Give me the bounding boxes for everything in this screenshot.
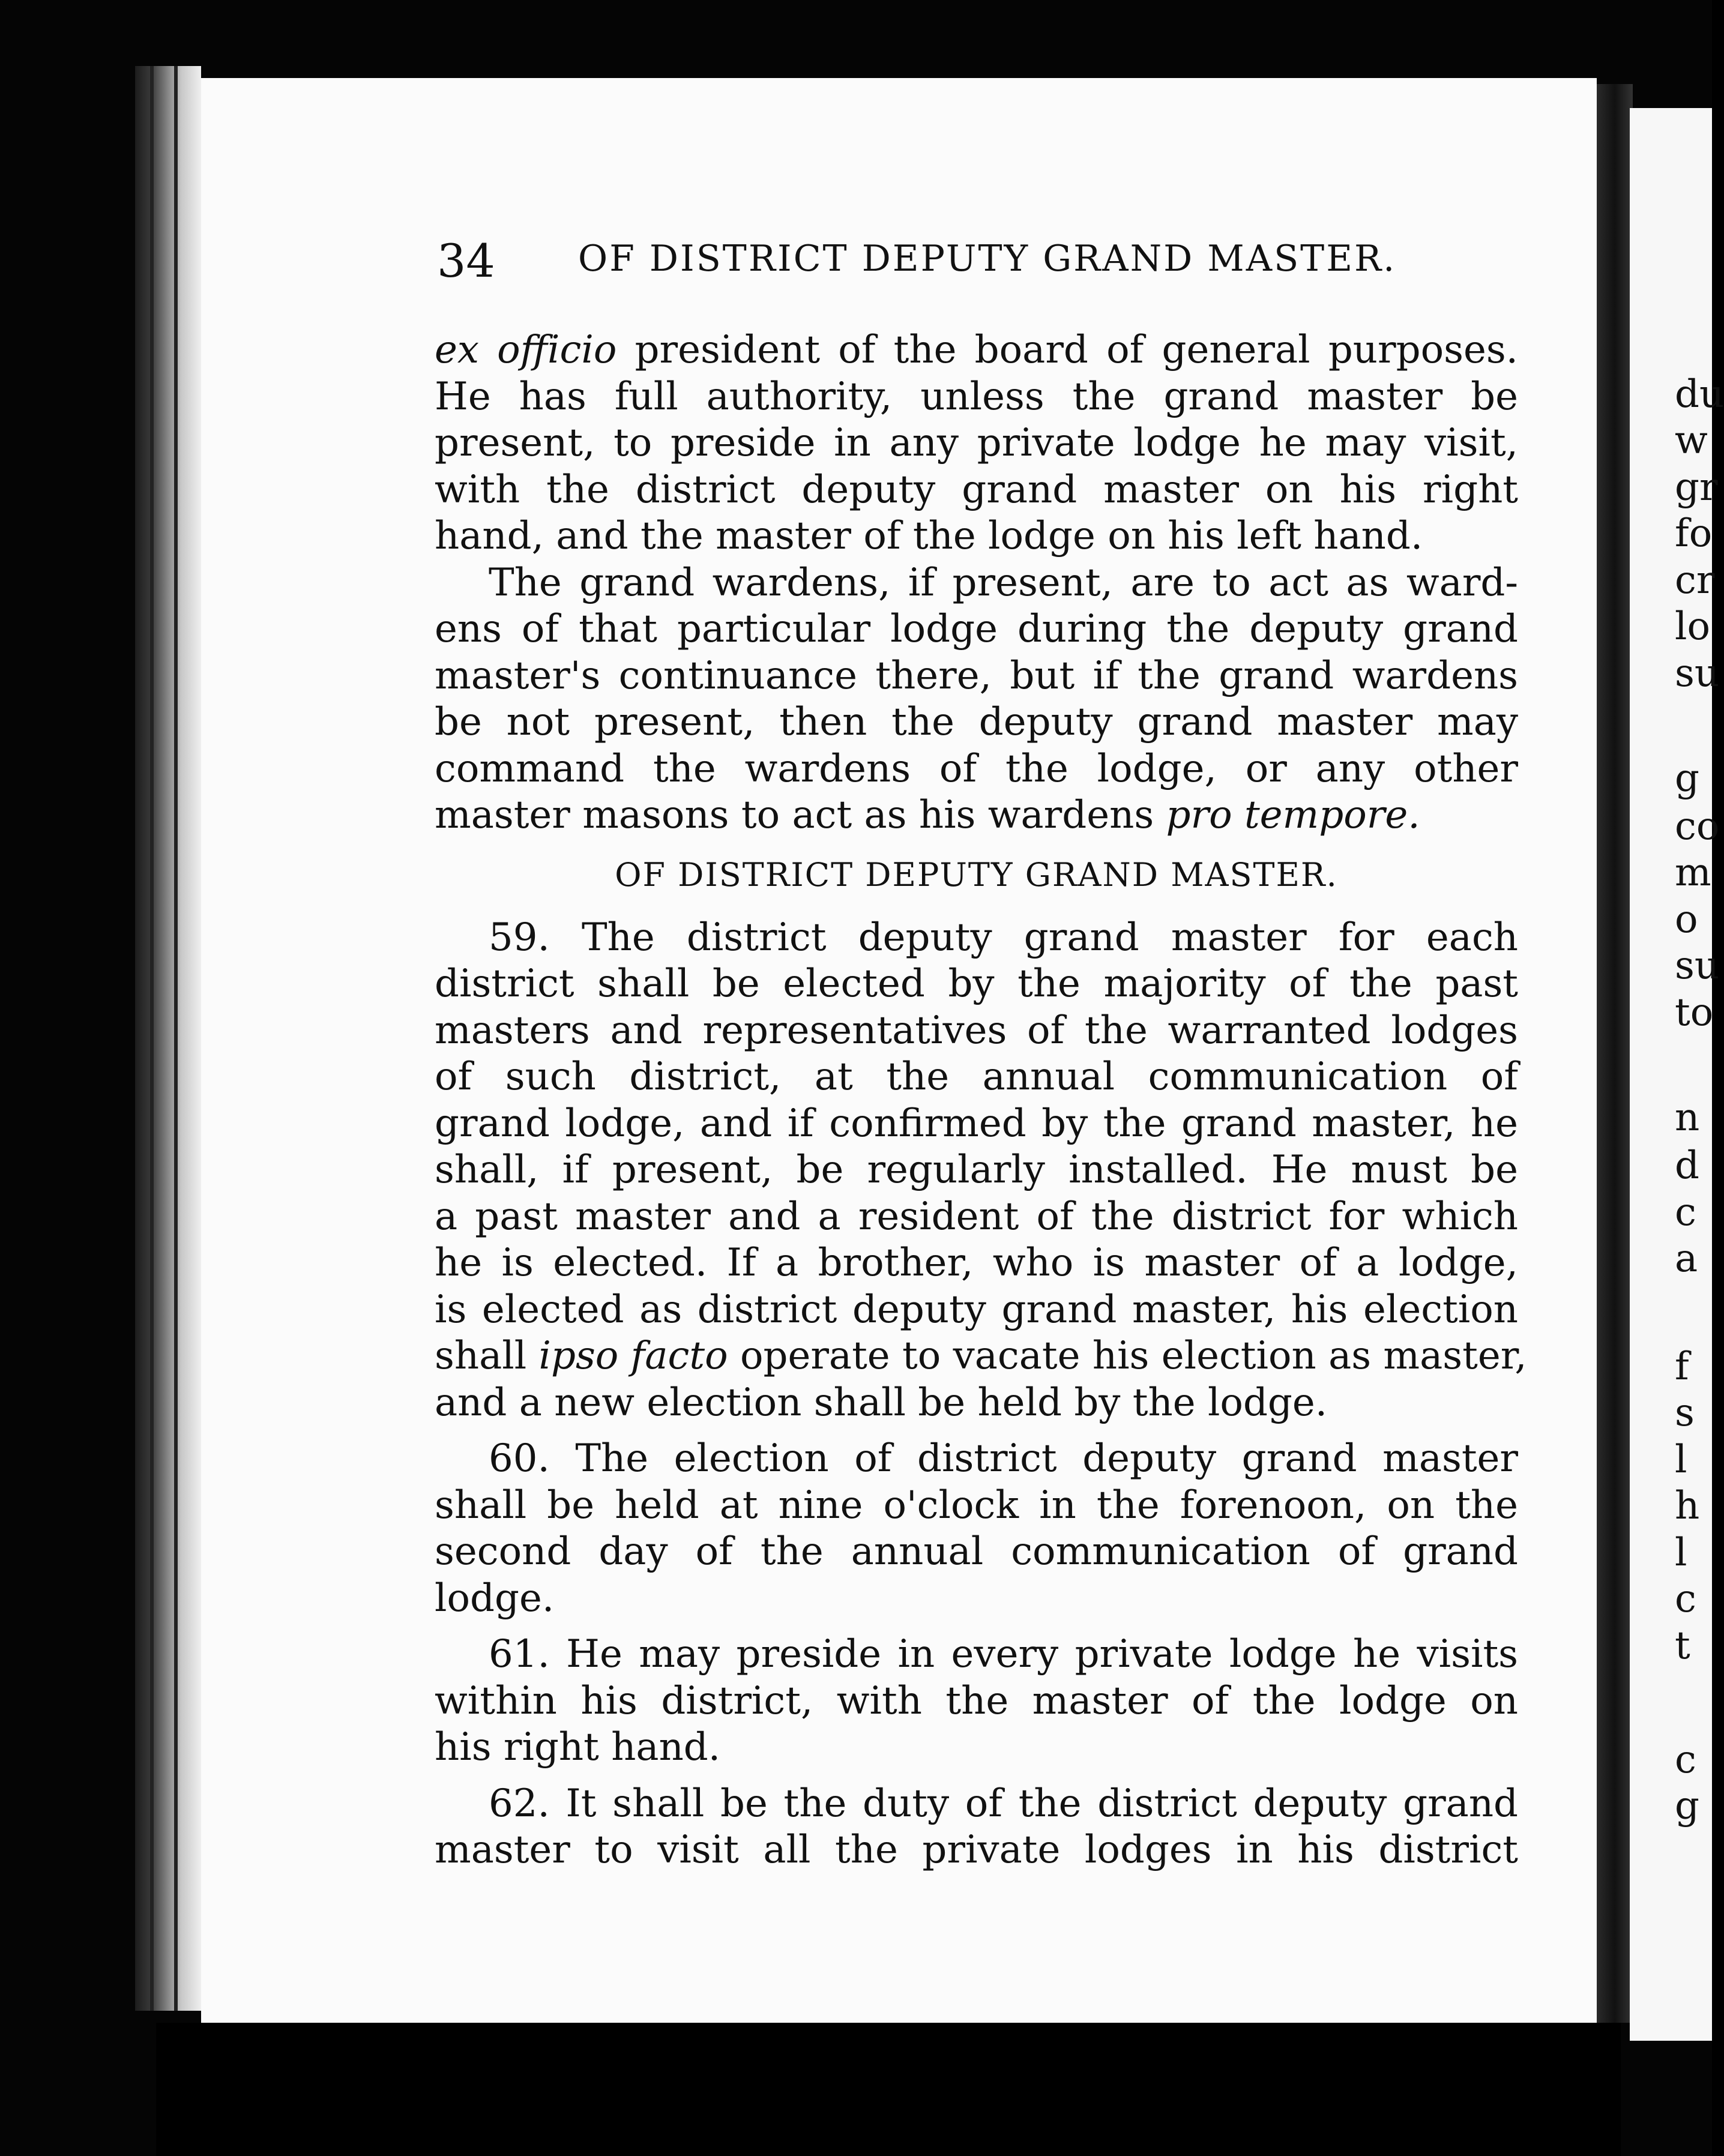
- text-line: a past master and a resident of the district for which: [435, 1194, 1518, 1239]
- binding-edge-line: [150, 66, 154, 2011]
- italic-phrase: pro tempore.: [1166, 793, 1420, 837]
- binding-edge-line: [174, 66, 178, 2011]
- text-line: be not present, then the deputy grand master may: [435, 700, 1518, 744]
- facing-page-fragment: gr: [1675, 465, 1718, 510]
- facing-page-fragment: to: [1675, 990, 1714, 1035]
- text-line: lodge.: [435, 1576, 555, 1621]
- text-line: The grand wardens, if present, are to act as ward-: [489, 560, 1518, 605]
- facing-page-fragment: c: [1675, 1577, 1696, 1621]
- text-line: 59. The district deputy grand master for each: [489, 915, 1518, 960]
- text-line: masters and representatives of the warranted lodges: [435, 1008, 1518, 1053]
- facing-page-fragment: lo: [1675, 604, 1710, 649]
- text-line: master to visit all the private lodges in his district: [435, 1828, 1518, 1872]
- text-line: grand lodge, and if confirmed by the grand master, he: [435, 1101, 1518, 1146]
- facing-page-fragment: co: [1675, 804, 1720, 849]
- text-line: shall, if present, be regularly installed. He must be: [435, 1148, 1518, 1192]
- facing-page-fragment: su: [1675, 651, 1720, 696]
- page-number: 34: [437, 234, 495, 288]
- text-line: command the wardens of the lodge, or any other: [435, 746, 1518, 791]
- text-line: he is elected. If a brother, who is master of a lodge,: [435, 1241, 1518, 1285]
- facing-page-fragment: c: [1675, 1738, 1696, 1782]
- section-heading: OF DISTRICT DEPUTY GRAND MASTER.: [615, 855, 1338, 894]
- facing-page-fragment: cr: [1675, 558, 1715, 603]
- facing-page-fragment: o: [1675, 897, 1698, 942]
- facing-page-fragment: g: [1675, 756, 1699, 801]
- italic-phrase: ipso facto: [538, 1334, 728, 1378]
- facing-page-fragment: m: [1675, 851, 1711, 895]
- text-line: shall ipso facto operate to vacate his election as master,: [435, 1334, 1527, 1378]
- facing-page-fragment: f: [1675, 1344, 1689, 1389]
- text-line: 61. He may preside in every private lodge he visits: [489, 1632, 1518, 1676]
- italic-phrase: ex officio: [435, 328, 617, 372]
- facing-page-fragment: su: [1675, 944, 1720, 988]
- text-line: present, to preside in any private lodge he may visit,: [435, 421, 1518, 465]
- page-gutter: [1597, 84, 1633, 2023]
- facing-page-fragment: l: [1675, 1531, 1687, 1575]
- facing-page-fragment: g: [1675, 1784, 1699, 1828]
- text-line: his right hand.: [435, 1725, 721, 1769]
- running-header: [437, 234, 1521, 294]
- text-line: ens of that particular lodge during the deputy grand: [435, 607, 1518, 651]
- text-line: shall be held at nine o'clock in the forenoon, on the: [435, 1483, 1518, 1528]
- text-line: and a new election shall be held by the lodge.: [435, 1380, 1328, 1425]
- facing-page-fragment: du: [1675, 372, 1724, 417]
- facing-page-fragment: l: [1675, 1438, 1687, 1482]
- text-line: hand, and the master of the lodge on his left hand.: [435, 514, 1423, 558]
- text-line: master masons to act as his wardens pro tempore.: [435, 793, 1420, 837]
- facing-page-fragment: s: [1675, 1391, 1695, 1435]
- text-line: within his district, with the master of the lodge on: [435, 1678, 1518, 1723]
- book-binding: [135, 66, 201, 2011]
- scan-bottom-border: [156, 2023, 1621, 2156]
- facing-page-fragment: w: [1675, 418, 1708, 463]
- facing-page-fragment: n: [1675, 1095, 1700, 1140]
- facing-page-fragment: fo: [1675, 511, 1713, 556]
- text-line: with the district deputy grand master on his right: [435, 467, 1518, 512]
- facing-page-fragment: h: [1675, 1484, 1700, 1528]
- facing-page-fragment: d: [1675, 1143, 1699, 1188]
- page-body: [435, 327, 1527, 1874]
- text-line: is elected as district deputy grand master, his election: [435, 1287, 1518, 1332]
- text-line: of such district, at the annual communication of: [435, 1055, 1518, 1099]
- text-line: district shall be elected by the majority of the past: [435, 962, 1518, 1006]
- text-line: ex officio president of the board of general purposes.: [435, 328, 1518, 372]
- text-line: master's continuance there, but if the grand wardens: [435, 653, 1518, 698]
- facing-page-fragment: t: [1675, 1624, 1690, 1668]
- text-line: 62. It shall be the duty of the district deputy grand: [489, 1781, 1518, 1826]
- facing-page-fragment: a: [1675, 1236, 1698, 1281]
- text-line: 60. The election of district deputy grand master: [489, 1436, 1518, 1481]
- text-line: second day of the annual communication of grand: [435, 1529, 1518, 1574]
- text-line: He has full authority, unless the grand master be: [435, 374, 1518, 419]
- running-title: OF DISTRICT DEPUTY GRAND MASTER.: [578, 238, 1397, 280]
- facing-page-fragment: c: [1675, 1190, 1696, 1235]
